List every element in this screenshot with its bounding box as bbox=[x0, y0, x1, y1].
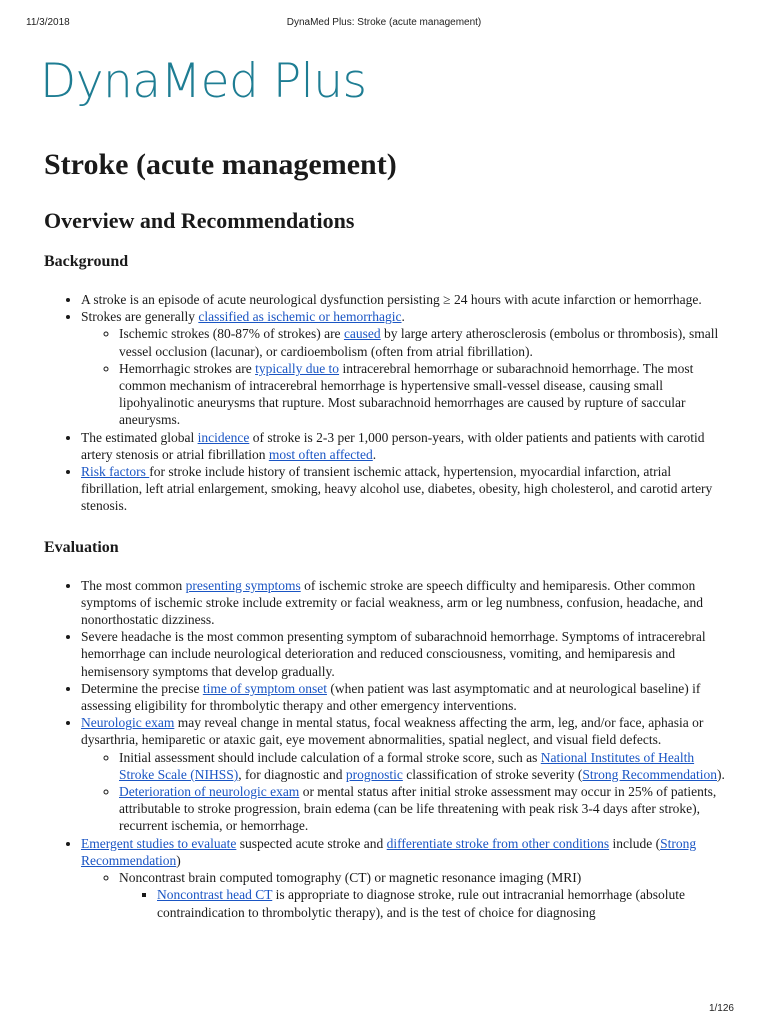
nihss-link[interactable]: National Institutes of Health Stroke Scale (NIHSS) bbox=[119, 749, 695, 782]
incidence-link[interactable]: incidence bbox=[197, 429, 250, 445]
list-item: ◦ Hemorrhagic strokes are typically due to intracerebral hemorrhage or subarachnoid hemorrhage. The most common mechanism of intracerebral hemorrhage is hypertensive small-vessel disease, causing small lipohyalinotic aneurysms that rupture. Most subarachnoid hemorrhages are caused by rupture of saccular aneurysms. bbox=[119, 360, 728, 429]
list-item: • The most common presenting symptoms of ischemic stroke are speech difficulty and hemiparesis. Other common symptoms of ischemic stroke include extremity or facial weakness, arm or leg numbness, confusion, headache, and nonorthostatic dizziness. bbox=[81, 577, 728, 629]
most-often-affected-link[interactable]: most often affected bbox=[268, 446, 373, 462]
strong-recommendation-link[interactable]: Strong Recommendation bbox=[582, 766, 718, 782]
list-item: ◦ Initial assessment should include calculation of a formal stroke score, such as National Institutes of Health Stroke Scale (NIHSS), for diagnostic and prognostic classification of stroke severity (Strong Recommendation). bbox=[119, 749, 728, 783]
list-item: • Risk factors for stroke include history of transient ischemic attack, hypertension, myocardial infarction, atrial fibrillation, left atrial enlargement, smoking, heavy alcohol use, diabetes, obesity, high cholesterol, and carotid artery stenosis. bbox=[81, 463, 728, 515]
prognostic-link[interactable]: prognostic bbox=[345, 766, 403, 782]
background-heading: Background bbox=[44, 253, 129, 270]
typically-due-to-link[interactable]: typically due to bbox=[255, 360, 340, 376]
strong-recommendation-link[interactable]: Strong Recommendation bbox=[81, 835, 697, 868]
presenting-symptoms-link[interactable]: presenting symptoms bbox=[185, 577, 301, 593]
page-title: Stroke (acute management) bbox=[44, 148, 397, 181]
emergent-studies-link[interactable]: Emergent studies to evaluate bbox=[81, 835, 237, 851]
list-item: ▪ Noncontrast head CT is appropriate to diagnose stroke, rule out intracranial hemorrhage (absolute contraindication to thrombolytic therapy), and is the test of choice for diagnosing bbox=[157, 886, 728, 920]
article-content bbox=[44, 145, 728, 933]
list-item: ◦ Deterioration of neurologic exam or mental status after initial stroke assessment may occur in 25% of patients, attributable to stroke progression, brain edema (can be life threatening with peak risk 3-4 days after stroke), recurrent ischemia, or hemorrhage. bbox=[119, 783, 728, 835]
neurologic-exam-link[interactable]: Neurologic exam bbox=[81, 715, 175, 731]
sub-sub-list bbox=[119, 886, 728, 920]
print-header bbox=[0, 17, 768, 31]
print-date: 11/3/2018 bbox=[26, 17, 70, 28]
section-heading: Overview and Recommendations bbox=[44, 208, 355, 233]
caused-link[interactable]: caused bbox=[343, 326, 381, 342]
time-of-symptom-onset-link[interactable]: time of symptom onset bbox=[202, 680, 327, 696]
list-item: • Severe headache is the most common presenting symptom of subarachnoid hemorrhage. Symptoms of intracerebral hemorrhage can include neurological deterioration and reduced consciousness, vomiting, and hemiparesis and hemisensory symptoms that develop gradually. bbox=[81, 628, 728, 680]
evaluation-heading: Evaluation bbox=[44, 538, 119, 556]
risk-factors-link[interactable]: Risk factors bbox=[81, 464, 150, 480]
noncontrast-head-ct-link[interactable]: Noncontrast head CT bbox=[157, 887, 273, 903]
deterioration-link[interactable]: Deterioration of neurologic exam bbox=[119, 784, 300, 800]
print-title: DynaMed Plus: Stroke (acute management) bbox=[286, 17, 482, 28]
differentiate-stroke-link[interactable]: differentiate stroke from other conditions bbox=[386, 835, 610, 851]
classified-link[interactable]: classified as ischemic or hemorrhagic bbox=[198, 309, 402, 325]
list-item: • A stroke is an episode of acute neurological dysfunction persisting ≥ 24 hours with acute infarction or hemorrhage. bbox=[81, 291, 728, 308]
list-item: ◦ Ischemic strokes (80-87% of strokes) are caused by large artery atherosclerosis (embolus or thrombosis), small vessel occlusion (lacunar), or cardioembolism (often from atrial fibrillation). bbox=[119, 325, 728, 359]
list-item: • Strokes are generally classified as ischemic or hemorrhagic. ◦ Ischemic strokes (80-87% of strokes) are caused by large artery atherosclerosis (embolus or thrombosis), small vessel occlusion (lacunar), or cardioembolism (often from atrial fibrillation). ◦ Hemorrhagic strokes are typically due to intracerebral hemorrhage or subarachnoid hemorrhage. The most common mechanism of intracerebral hemorrhage is hypertensive small-vessel disease, causing small lipohyalinotic aneurysms that rupture. Most subarachnoid hemorrhages are caused by rupture of saccular aneurysms. bbox=[81, 308, 728, 428]
sub-list bbox=[81, 749, 728, 835]
dynamed-plus-logo: DynaMed Plus bbox=[40, 54, 367, 109]
list-item: • Neurologic exam may reveal change in mental status, focal weakness affecting the arm, leg, and/or face, aphasia or dysarthria, hemiparetic or ataxic gait, eye movement abnormalities, spatial neglect, and visual field defects. ◦ Initial assessment should include calculation of a formal stroke score, such as National Institutes of Health Stroke Scale (NIHSS), for diagnostic and prognostic classification of stroke severity (Strong Recommendation). ◦ Deterioration of neurologic exam or mental status after initial stroke assessment may occur in 25% of patients, attributable to stroke progression, brain edema (can be life threatening with peak risk 3-4 days after stroke), recurrent ischemia, or hemorrhage. bbox=[81, 714, 728, 834]
list-item: • The estimated global incidence of stroke is 2-3 per 1,000 person-years, with older patients and patients with carotid artery stenosis or atrial fibrillation most often affected. bbox=[81, 429, 728, 463]
evaluation-list bbox=[44, 577, 728, 921]
page-number: 1/126 bbox=[708, 1003, 734, 1014]
sub-list bbox=[81, 869, 728, 921]
list-item: • Determine the precise time of symptom onset (when patient was last asymptomatic and at neurological baseline) if assessing eligibility for thrombolytic therapy and other emergency interventions. bbox=[81, 680, 728, 714]
background-list bbox=[44, 291, 728, 515]
sub-list bbox=[81, 325, 728, 428]
list-item: ◦ Noncontrast brain computed tomography (CT) or magnetic resonance imaging (MRI) ▪ Noncontrast head CT is appropriate to diagnose stroke, rule out intracranial hemorrhage (absolute contraindication to thrombolytic therapy), and is the test of choice for diagnosing bbox=[119, 869, 728, 921]
list-item: • Emergent studies to evaluate suspected acute stroke and differentiate stroke from other conditions include (Strong Recommendation) ◦ Noncontrast brain computed tomography (CT) or magnetic resonance imaging (MRI) ▪ Noncontrast head CT is appropriate to diagnose stroke, rule out intracranial hemorrhage (absolute contraindication to thrombolytic therapy), and is the test of choice for diagnosing bbox=[81, 835, 728, 921]
